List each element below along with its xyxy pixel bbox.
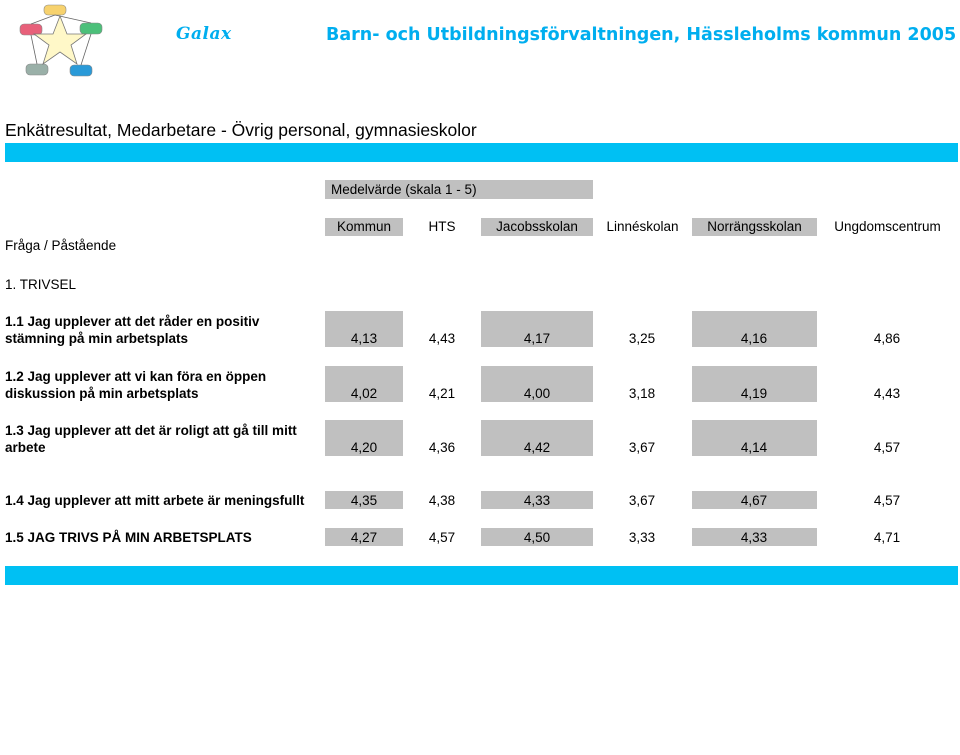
- brand-name: Galax: [176, 24, 232, 44]
- bottom-divider-bar: [5, 566, 958, 585]
- question-1-2-line1: 1.2 Jag upplever att vi kan föra en öppen: [5, 369, 267, 384]
- value-1-1-kommun: 4,13: [350, 331, 378, 346]
- value-1-5-ungdomscentrum: 4,71: [873, 530, 901, 545]
- question-1-4-line1: 1.4 Jag upplever att mitt arbete är meningsfullt: [5, 493, 305, 508]
- value-1-4-jacobsskolan: 4,33: [523, 493, 551, 508]
- value-1-1-hts: 4,43: [428, 331, 456, 346]
- question-1-5-line1: 1.5 JAG TRIVS PÅ MIN ARBETSPLATS: [5, 530, 252, 545]
- question-1-1-line2: stämning på min arbetsplats: [5, 331, 189, 346]
- question-1-2-line2: diskussion på min arbetsplats: [5, 386, 199, 401]
- value-1-3-hts: 4,36: [428, 440, 456, 455]
- value-1-5-norrangsskolan: 4,33: [740, 530, 768, 545]
- column-header-linneskolan: Linnéskolan: [606, 219, 679, 234]
- group-label: Medelvärde (skala 1 - 5): [325, 180, 593, 199]
- question-1-3-line1: 1.3 Jag upplever att det är roligt att gå till mitt: [5, 423, 297, 438]
- page-title: Enkätresultat, Medarbetare - Övrig personal, gymnasieskolor: [5, 120, 477, 140]
- value-1-3-jacobsskolan: 4,42: [523, 440, 551, 455]
- value-1-5-kommun: 4,27: [350, 530, 378, 545]
- value-1-4-ungdomscentrum: 4,57: [873, 493, 901, 508]
- value-1-5-hts: 4,57: [428, 530, 456, 545]
- question-1-1-line1: 1.1 Jag upplever att det råder en positiv: [5, 314, 260, 329]
- column-header-jacobsskolan: Jacobsskolan: [481, 218, 593, 236]
- galax-logo: [18, 4, 108, 78]
- value-1-2-ungdomscentrum: 4,43: [873, 386, 901, 401]
- value-1-2-hts: 4,21: [428, 386, 456, 401]
- column-header-norrangsskolan: Norrängsskolan: [692, 218, 817, 236]
- value-1-2-kommun: 4,02: [350, 386, 378, 401]
- column-header-kommun: Kommun: [325, 218, 403, 236]
- value-1-4-norrangsskolan: 4,67: [740, 493, 768, 508]
- section-title: 1. TRIVSEL: [5, 277, 77, 292]
- column-header-ungdomscentrum: Ungdomscentrum: [834, 219, 941, 234]
- value-1-2-norrangsskolan: 4,19: [740, 386, 768, 401]
- value-1-3-kommun: 4,20: [350, 440, 378, 455]
- top-divider-bar: [5, 143, 958, 162]
- question-1-3-line2: arbete: [5, 440, 46, 455]
- value-1-2-jacobsskolan: 4,00: [523, 386, 551, 401]
- value-1-4-kommun: 4,35: [350, 493, 378, 508]
- value-1-1-ungdomscentrum: 4,86: [873, 331, 901, 346]
- question-header: Fråga / Påstående: [5, 238, 117, 253]
- value-1-3-norrangsskolan: 4,14: [740, 440, 768, 455]
- value-1-2-linneskolan: 3,18: [628, 386, 656, 401]
- value-1-4-hts: 4,38: [428, 493, 456, 508]
- value-1-5-linneskolan: 3,33: [628, 530, 656, 545]
- value-1-3-ungdomscentrum: 4,57: [873, 440, 901, 455]
- value-1-1-linneskolan: 3,25: [628, 331, 656, 346]
- column-header-hts: HTS: [428, 219, 456, 234]
- value-1-3-linneskolan: 3,67: [628, 440, 656, 455]
- value-1-4-linneskolan: 3,67: [628, 493, 656, 508]
- header-title: Barn- och Utbildningsförvaltningen, Hässleholms kommun 2005: [326, 25, 957, 45]
- value-1-1-jacobsskolan: 4,17: [523, 331, 551, 346]
- value-1-1-norrangsskolan: 4,16: [740, 331, 768, 346]
- value-1-5-jacobsskolan: 4,50: [523, 530, 551, 545]
